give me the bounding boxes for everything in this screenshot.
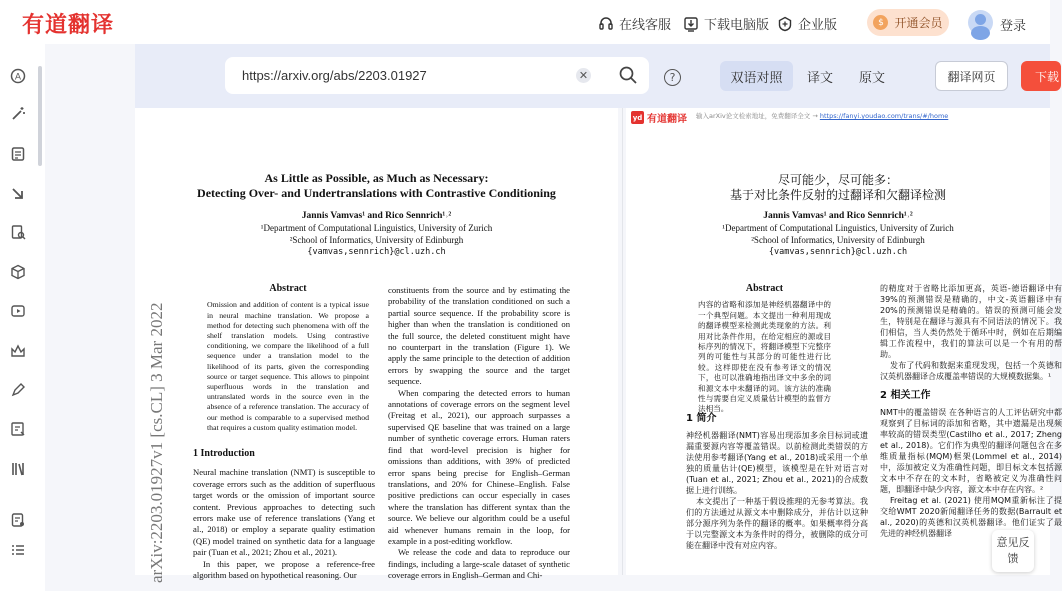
abstract-heading: Abstract xyxy=(269,283,307,294)
feedback-button[interactable]: 意见反馈 xyxy=(992,530,1034,572)
library-icon[interactable] xyxy=(10,461,26,477)
video-icon[interactable] xyxy=(10,303,26,319)
online-service-label: 在线客服 xyxy=(619,18,672,33)
translated-intro-text-2: 本文提出了一种基于假设推理的无参考算法。我们的方法通过从源文本中删除成分，并估计以这种部分源序列为条件的翻译的概率。如果概率得分高于以完整源文本为条件时的得分，被删除的成分可能在翻译中没有对应内容。 xyxy=(686,497,868,550)
enterprise-icon xyxy=(777,16,793,32)
youdao-watermark-logo: yd 有道翻译 xyxy=(631,110,687,125)
youdao-logo[interactable]: 有道翻译 xyxy=(22,13,115,38)
svg-text:A: A xyxy=(14,72,22,83)
paper-authors: Jannis Vamvas¹ and Rico Sennrich¹˒² xyxy=(301,211,452,221)
translated-paper-page xyxy=(626,108,1062,575)
avatar[interactable] xyxy=(968,10,993,35)
col2-paragraph-1: constituents from the source and by estimating the probability of the translation conditioned on such a partial source sequence. If the probability score is higher than when the translation is conditioned on the full source, the deleted constituent might have no counterpart in the translation (Figure 1). We apply the same principle to the detection of addition errors by swapping the source and the target sequence. xyxy=(388,285,570,387)
list-icon[interactable] xyxy=(10,542,26,558)
tab-translation[interactable]: 译文 xyxy=(806,70,833,86)
paper-title-line1: As Little as Possible, as Much as Necessary: xyxy=(264,171,489,185)
translated-email: {vamvas,sennrich}@cl.uzh.ch xyxy=(768,247,908,257)
related-work-heading: 2 相关工作 xyxy=(880,390,931,401)
download-button[interactable]: 下载 xyxy=(1021,61,1061,91)
download-desktop-label: 下载电脑版 xyxy=(704,18,770,33)
enterprise-label: 企业版 xyxy=(798,18,838,33)
tab-original[interactable]: 原文 xyxy=(858,70,885,86)
clear-icon[interactable]: ✕ xyxy=(576,68,591,83)
translated-col2-paragraph-3: NMT中的覆盖错误 在各种语言的人工评估研究中都观察到了目标词的添加和省略，其中遗漏是出现频率较高的错误类型(Castilho et al., 2017; Zheng et al., 2018)。它们作为典型的翻译问题包含在多维质量指标(MQM)框架(Lommel et al., 2014)中，添加被定义为准确性问题，即目标文本包括源文本中不存在的文本时，省略被定义为准确性问题，即翻译中缺少内容，源文本中存在内容。² xyxy=(880,408,1062,494)
url-input[interactable] xyxy=(225,57,649,94)
enterprise-link[interactable] xyxy=(777,14,837,33)
intro-heading: 1 Introduction xyxy=(193,448,255,459)
paper-email: {vamvas,sennrich}@cl.uzh.ch xyxy=(307,247,446,257)
login-link[interactable]: 登录 xyxy=(1000,19,1027,34)
magic-wand-icon[interactable] xyxy=(10,106,26,122)
translated-abstract-text: 内容的省略和添加是神经机器翻译中的一个典型问题。本文提出一种利用现成的翻译模型来检测此类现象的方法。利用对比条件作用，在给定相应的源或目标序列的情况下，将翻译模型下完整序列的可能性与其部分的可能性进行比较。这样即使在没有参考译文的情况下，也可以准确地指出译文中多余的词和源文本中未翻译的词。该方法的准确性与需要自定义质量估计模型的监督方法相当。 xyxy=(698,300,831,414)
col2-paragraph-3: We release the code and data to reproduce our findings, including a large-scale dataset of synthetic coverage errors in English–German and Chi- xyxy=(388,547,570,581)
vip-label: 开通会员 xyxy=(894,16,943,30)
intro-text: Neural machine translation (NMT) is susceptible to coverage errors such as the addition of superfluous target words or the omission of important source content. Previous approaches to detecting such errors make use of reference translations (Yang et al., 2018) or employ a separate quality estimation (QE) model trained on synthetic data for a language pair (Tuan et al., 2021; Zhou et al., 2021). xyxy=(193,467,375,558)
translated-title-line2: 基于对比条件反射的过翻译和欠翻译检测 xyxy=(729,188,946,202)
cube-icon[interactable] xyxy=(10,264,26,280)
page-divider xyxy=(622,108,623,575)
chat-icon[interactable] xyxy=(10,343,26,359)
youdao-link[interactable]: https://fanyi.youdao.com/trans/#/home xyxy=(819,112,949,120)
col2-paragraph-2: When comparing the detected errors to human annotations of coverage errors on the segment level (Freitag et al., 2021), our approach surpasses a supervised QE baseline that was trained on a large number of synthetic coverage errors. Human raters find that word-level precision is higher for omissions than additions, with 39% of predicted error spans being precise for English–German translations, and 20% for Chinese–English. False positive predictions can occur especially in cases where the translation has different syntax than the source. We believe our algorithm could be a useful aid whenever humans remain in the loop, for example in a post-editing workflow. xyxy=(388,387,570,546)
image-icon[interactable] xyxy=(10,421,26,437)
translated-title-line1: 尽可能少，尽可能多： xyxy=(777,173,898,187)
translated-affiliation-1: ¹Department of Computational Linguistics, University of Zurich xyxy=(722,223,954,233)
intro-text-2: In this paper, we propose a reference-free algorithm based on hypothetical reasoning. Our xyxy=(193,558,375,581)
arrow-icon[interactable] xyxy=(10,186,26,202)
translated-affiliation-2: ²School of Informatics, University of Edinburgh xyxy=(751,235,925,245)
top-header xyxy=(0,0,1050,44)
youdao-note: 输入arXiv论文检索地址，免费翻译全文 → https://fanyi.youdao.com/trans/#/home xyxy=(696,112,949,120)
original-paper-page: arXiv:2203.01927v1 [cs.CL] 3 Mar 2022 As Little as Possible, as Much as Necessary: Detecting Over- and Undertranslations with Contrastive Conditioning Jannis Vamvas¹ and Rico Sennrich¹˒² ¹Department of Computational Linguistics, University of Zurich ²School of Informatics, University of Edinburgh {vamvas,sennrich}@cl.uzh.ch Abstract Omission and addition of content is a typical issue in neural machine translation. We propose a method for detecting such phenomena with off the shelf translation models. Using contrastive conditioning, we compare the likelihood of a full sequence under a translation model to the likelihood of its parts, given the corresponding source or target sequence. This allows to pinpoint superfluous words in the translation and untranslated words in the source even in the absence of a reference translation. The accuracy of our method is comparable to a supervised method that requires a custom quality estimation model. 1 Introduction Neural machine translation (NMT) is susceptible to coverage errors such as the addition of superfluous target words or the omission of important source content. Previous approaches to detecting such errors make use of reference translations (Yang et al., 2018) or employ a separate quality estimation (QE) model trained on synthetic data for a language pair (Tuan et al., 2021; Zhou et al., 2021). In this paper, we propose a reference-free algorithm based on hypothetical reasoning. Our constituents from the source and by estimating the probability of the translation conditioned on such a partial source sequence. If the probability score is higher than when the translation is conditioned on the full source, the deleted constituent might have no counterpart in the translation (Figure 1). We apply the same principle to the detection of addition errors by swapping the source and the target sequence. When comparing the detected errors to human annotations of coverage errors on the segment level (Freitag et al., 2021), our approach surpasses a supervised QE baseline that was trained on a large number of synthetic coverage errors. Human raters find that word-level precision is higher for omissions than additions, with 39% of predicted error spans being precise for English–German translations, and 20% for Chinese–English. False positive predictions can occur especially in cases where the translation has different syntax than the source. We believe our algorithm could be a useful aid whenever humans remain in the loop, for example in a post-editing workflow. We release the code and data to reproduce our findings, including a large-scale dataset of synthetic coverage errors in English–German and Chi- xyxy=(135,108,618,575)
translated-col2-paragraph-1: 的精度对于省略比添加更高，英语-德语翻译中有39%的预测错误是精确的，中文-英语翻译中有20%的预测错误是精确的。错误的预测可能会发生，特别是在翻译与源具有不同语法的情况下。我们相信，当人类仍然处于循环中时，例如在后期编辑工作流程中，我们的算法可以是一个有用的帮助。 xyxy=(880,284,1062,359)
translated-col2-paragraph-2: 发布了代码和数据来重现发现，包括一个英德和汉英机器翻译合成覆盖率错误的大规模数据集。¹ xyxy=(880,361,1062,381)
paper-affiliation-2: ²School of Informatics, University of Edinburgh xyxy=(289,235,464,245)
text-translate-icon[interactable] xyxy=(10,68,26,84)
url-text[interactable]: https://arxiv.org/abs/2203.01927 xyxy=(242,68,427,83)
paper-title-line2: Detecting Over- and Undertranslations with Contrastive Conditioning xyxy=(197,186,556,200)
headset-icon xyxy=(598,16,614,32)
translated-intro-heading: 1 简介 xyxy=(686,413,717,424)
paper-affiliation-1: ¹Department of Computational Linguistics, University of Zurich xyxy=(260,223,493,233)
online-service-link[interactable] xyxy=(598,14,671,33)
translate-webpage-button[interactable]: 翻译网页 xyxy=(935,61,1008,91)
note-icon[interactable] xyxy=(10,512,26,528)
vip-coin-icon: $ xyxy=(873,15,888,30)
download-icon xyxy=(683,16,699,32)
vip-button[interactable] xyxy=(867,9,949,36)
translated-intro-text: 神经机器翻译(NMT)容易出现添加多余目标词或遗漏重要源内容等覆盖错误。以前检测此类错误的方法使用参考翻译(Yang et al., 2018)或采用一个单独的质量估计(QE)模型，该模型是在针对语言对(Tuan et al., 2021; Zhou et al., 2021)的合成数据上进行训练。 xyxy=(686,431,868,495)
translated-abstract-heading: Abstract xyxy=(745,283,784,294)
tab-bilingual[interactable]: 双语对照 xyxy=(720,61,793,91)
doc-search-icon[interactable] xyxy=(10,224,26,240)
download-desktop-link[interactable] xyxy=(683,14,769,33)
search-icon[interactable] xyxy=(618,65,638,85)
pen-icon[interactable] xyxy=(10,382,26,398)
help-icon[interactable]: ? xyxy=(664,69,681,86)
translated-col2-paragraph-4: Freitag et al. (2021) 使用MQM重新标注了提交给WMT 2020新闻翻译任务的数据(Barrault et al., 2020)的英德和汉英机器翻译。他们证实了最先进的神经机器翻译 xyxy=(880,496,1062,538)
sidebar-scrollbar[interactable] xyxy=(38,66,42,166)
abstract-text: Omission and addition of content is a typical issue in neural machine translation. We propose a method for detecting such phenomena with off the shelf translation models. Using contrastive conditioning, we compare the likelihood of a full sequence under a translation model to the likelihood of its parts, given the corresponding source or target sequence. This allows to pinpoint superfluous words in the translation and untranslated words in the source even in the absence of a reference translation. The accuracy of our method is comparable to a supervised method that requires a custom quality estimation model. xyxy=(207,300,369,432)
document-icon[interactable] xyxy=(10,146,26,162)
translated-authors: Jannis Vamvas¹ and Rico Sennrich¹˒² xyxy=(763,211,913,221)
